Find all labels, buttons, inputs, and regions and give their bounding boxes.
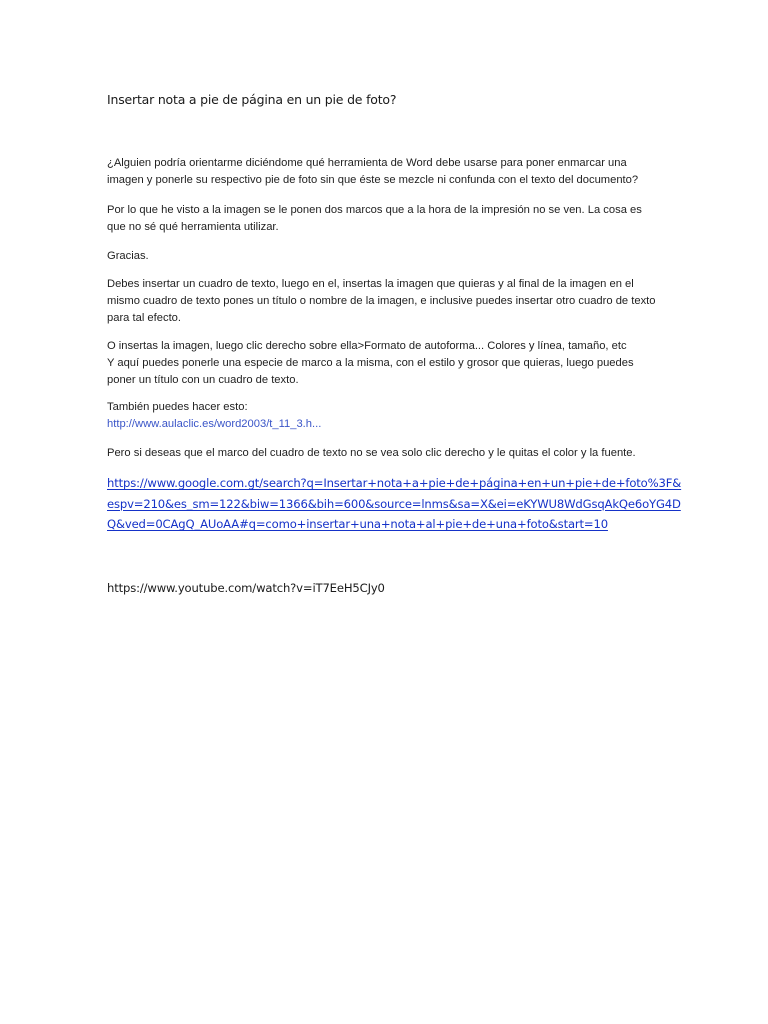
answer-paragraph-2 bbox=[107, 338, 667, 389]
final-paragraph bbox=[107, 445, 667, 462]
followup-paragraph bbox=[107, 202, 667, 236]
text-line: O insertas la imagen, luego clic derecho sobre ella>Formato de autoforma... Colores y línea, tamaño, etc bbox=[107, 340, 627, 352]
text-line: Debes insertar un cuadro de texto, luego en el, insertas la imagen que quieras y al final de la imagen en el bbox=[107, 278, 634, 290]
youtube-url-text: https://www.youtube.com/watch?v=iT7EeH5CJy0 bbox=[107, 581, 385, 595]
text-line: para tal efecto. bbox=[107, 312, 182, 324]
aulaclic-link[interactable]: http://www.aulaclic.es/word2003/t_11_3.h... bbox=[107, 418, 322, 430]
text-line: Por lo que he visto a la imagen se le ponen dos marcos que a la hora de la impresión no se ven. La cosa es bbox=[107, 204, 642, 216]
text-line: ¿Alguien podría orientarme diciéndome qué herramienta de Word debe usarse para poner enmarcar una bbox=[107, 157, 627, 169]
link-line[interactable]: https://www.google.com.gt/search?q=Insertar+nota+a+pie+de+página+en+un+pie+de+foto%3F& bbox=[107, 476, 682, 490]
link-line[interactable]: espv=210&es_sm=122&biw=1366&bih=600&source=lnms&sa=X&ei=eKYWU8WdGsqAkQe6oYG4D bbox=[107, 496, 681, 511]
text-line: poner un título con un cuadro de texto. bbox=[107, 374, 299, 386]
text-line: que no sé qué herramienta utilizar. bbox=[107, 221, 279, 233]
question-paragraph bbox=[107, 155, 667, 189]
also-paragraph bbox=[107, 399, 667, 433]
document-title: Insertar nota a pie de página en un pie de foto? bbox=[107, 92, 397, 107]
answer-paragraph-1 bbox=[107, 276, 667, 327]
text-line: mismo cuadro de texto pones un título o nombre de la imagen, e inclusive puedes insertar otro cuadro de texto bbox=[107, 295, 656, 307]
text-line: imagen y ponerle su respectivo pie de foto sin que éste se mezcle ni confunda con el texto del documento? bbox=[107, 174, 639, 186]
text-line: Pero si deseas que el marco del cuadro de texto no se vea solo clic derecho y le quitas el color y la fuente. bbox=[107, 447, 636, 459]
text-line: También puedes hacer esto: bbox=[107, 401, 248, 413]
link-line[interactable]: Q&ved=0CAgQ_AUoAA#q=como+insertar+una+nota+al+pie+de+una+foto&start=10 bbox=[107, 517, 608, 531]
thanks-paragraph bbox=[107, 248, 667, 265]
text-line: Gracias. bbox=[107, 250, 149, 262]
text-line: Y aquí puedes ponerle una especie de marco a la misma, con el estilo y grosor que quieras, luego puedes bbox=[107, 357, 634, 369]
google-search-link[interactable] bbox=[107, 473, 682, 535]
